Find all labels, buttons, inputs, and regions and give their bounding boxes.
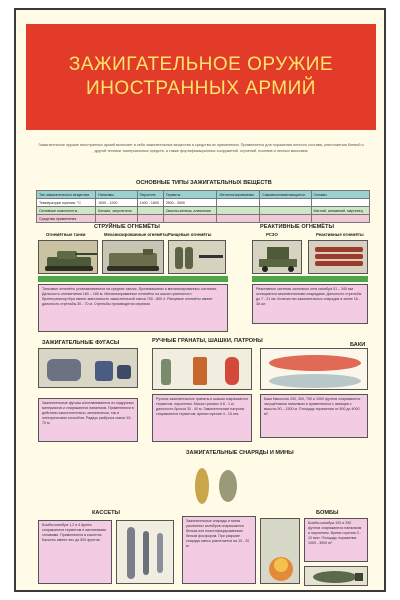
- table-row: [37, 199, 370, 207]
- cassette-bomb-icon: [117, 521, 174, 584]
- green-bar: [38, 276, 228, 282]
- flamethrowers-text: Танковые огнемёты устанавливаются на средних танках, бронемашинах и механизированных системах. Дальность огнеметания 160 – 180 м. Механизированные огнемёты на шасси гусеничного бронетранспортёра имеют вместимость зажигательной смеси 700 - 800 л. Ранцевые огнемёты имеют дальность стрельбы 30 - 70 м. Стрельбы производятся сериями.: [38, 284, 228, 332]
- substances-table: [36, 190, 370, 223]
- table-cell: [311, 199, 370, 207]
- table-row: [37, 207, 370, 215]
- bomb-icon: [305, 567, 368, 586]
- title-band: [26, 24, 376, 130]
- mechanized-image: [102, 240, 164, 274]
- caption-rszo: РСЗО: [266, 232, 278, 237]
- table-cell: [96, 215, 138, 223]
- heading-substances: ОСНОВНЫЕ ТИПЫ ЗАЖИГАТЕЛЬНЫХ ВЕЩЕСТВ: [136, 180, 272, 186]
- tanks-image: [260, 348, 368, 390]
- poster: [14, 8, 386, 592]
- table-cell: 1400 - 1600: [137, 199, 163, 207]
- grenades-image: [152, 348, 252, 390]
- table-cell: [311, 215, 370, 223]
- table-cell: [217, 215, 260, 223]
- table-cell: [260, 207, 311, 215]
- table-cell: [260, 215, 311, 223]
- table-cell: Магний, алюминий, марганец: [311, 207, 370, 215]
- title-line-2: ИНОСТРАННЫХ АРМИЙ: [86, 78, 316, 99]
- tank-icon: [39, 241, 98, 274]
- caption-jet: Реактивные огнемёты: [316, 232, 364, 237]
- fuel-tank-icon: [261, 349, 368, 390]
- table-cell: 2500 - 3000: [163, 199, 217, 207]
- bombs-image-right: [304, 566, 368, 586]
- shell-icon: [186, 462, 246, 510]
- table-cell: [217, 207, 260, 215]
- table-cell: [137, 215, 163, 223]
- bombs-text: Бомбы калибра 100 и 250 фунтов снаряжаются напалмом и пирогелем. Время горения 3 - 10 мин. Площадь поражения 1000 - 3000 м².: [304, 518, 368, 562]
- heading-shells: ЗАЖИГАТЕЛЬНЫЕ СНАРЯДЫ И МИНЫ: [186, 450, 294, 456]
- table-header: Напалмы: [96, 191, 138, 199]
- heading-grenades: РУЧНЫЕ ГРАНАТЫ, ШАШКИ, ПАТРОНЫ: [152, 338, 263, 344]
- table-cell: Температура горения, °C: [37, 199, 96, 207]
- rocket-tubes-icon: [309, 241, 368, 274]
- table-cell: [163, 215, 217, 223]
- explosion-icon: [261, 519, 300, 584]
- grenades-text: Ручные зажигательные гранаты и шашки снаряжаются термитом, пирогелем. Масса гранаты 0,8 - 1 кг, дальность броска 30 - 40 м. Зажигательные патроны снаряжаются термитом, время горения 4 - 15 сек.: [152, 394, 252, 442]
- caption-tank-flamethrowers: Огнемётные танки: [46, 232, 86, 237]
- tanks-text: Баки ёмкостью 200, 300, 750 и 1000 фунтов снаряжаются загущёнными напалмом и применяются с авиации с высоты 50 – 1500 м. Площадь поражения от 500 до 4000 м².: [260, 394, 368, 438]
- apc-icon: [103, 241, 164, 274]
- title-line-1: ЗАЖИГАТЕЛЬНОЕ ОРУЖИЕ: [68, 54, 334, 75]
- grenade-icon: [153, 349, 252, 390]
- table-row: [37, 215, 370, 223]
- backpack-image: [168, 240, 226, 274]
- fougasses-text: Зажигательные фугасы изготавливаются из подручных материалов и снаряжаются напалмом. Применяются в действии самостоятельно, механически, так и электрическим способом. Радиус разброса смеси 15 - 70 м.: [38, 398, 138, 442]
- green-bar: [252, 276, 368, 282]
- shells-image: [186, 462, 246, 510]
- shells-text: Зажигательные снаряды и мины различных калибров снаряжаются белым или пластифицированным белым фосфором. При разрыве снаряда смесь разлетается на 10 - 20 м.: [182, 516, 256, 584]
- table-header: Пирогели: [137, 191, 163, 199]
- heading-bombs: БОМБЫ: [316, 510, 339, 516]
- heading-cassettes: КАССЕТЫ: [92, 510, 121, 516]
- table-cell: [137, 207, 163, 215]
- jet-flamethrowers-text: Реактивные системы залпового огня калибра 51 – 340 мм оснащаются зажигательными снарядами. Дальность стрельбы до 7 - 21 км. Количество зажигательных снарядов в залпе 16 - 36 шт.: [252, 284, 368, 324]
- caption-mechanized: Механизированные огнемёты: [104, 232, 169, 237]
- table-header: Термиты: [163, 191, 217, 199]
- table-cell: [260, 199, 311, 207]
- table-header: Металлизированные: [217, 191, 260, 199]
- heading-fougasses: ЗАЖИГАТЕЛЬНЫЕ ФУГАСЫ: [42, 340, 120, 346]
- table-header: Тип зажигательного вещества: [37, 191, 96, 199]
- caption-backpack: Ранцевые огнемёты: [168, 232, 212, 237]
- intro-text: Зажигательное оружие иностранных армий включает в себя зажигательные вещества и средства их применения. Применяется для поражения личного состава, уничтожения боевой и другой техники, материальных средств, а также фортификационных сооружений, строений, посевов и лесных массивов: [38, 143, 364, 153]
- fougasse-icon: [39, 349, 138, 388]
- heading-jet-flamethrowers: РЕАКТИВНЫЕ ОГНЕМЁТЫ: [260, 224, 334, 230]
- jet-image: [308, 240, 368, 274]
- backpack-flamethrower-icon: [169, 241, 226, 274]
- table-cell: 1000 - 1200: [96, 199, 138, 207]
- rszo-image: [252, 240, 302, 274]
- table-cell: Основные компоненты: [37, 207, 96, 215]
- fougasse-image: [38, 348, 138, 388]
- table-cell: [217, 199, 260, 207]
- tank-image: [38, 240, 98, 274]
- table-cell: Бензин, загуститель: [96, 207, 138, 215]
- table-header: Самовоспламеняющиеся: [260, 191, 311, 199]
- bombs-image-left: [260, 518, 300, 584]
- cassettes-text: Бомбы калибра 1,2 и 4 фунта снаряжаются термитом и магниевыми сплавами. Применяются в кассетах. Кассеты имеют вес до 500 фунтов.: [38, 520, 112, 584]
- table-cell: Средства применения: [37, 215, 96, 223]
- heading-flamethrowers: СТРУЙНЫЕ ОГНЕМЁТЫ: [94, 224, 160, 230]
- table-header-row: [37, 191, 370, 199]
- table-header: Сплавы: [311, 191, 370, 199]
- table-cell: Окислы железа, алюминия: [163, 207, 217, 215]
- rocket-launcher-icon: [253, 241, 302, 274]
- heading-tanks: БАКИ: [350, 342, 366, 348]
- cassettes-image: [116, 520, 174, 584]
